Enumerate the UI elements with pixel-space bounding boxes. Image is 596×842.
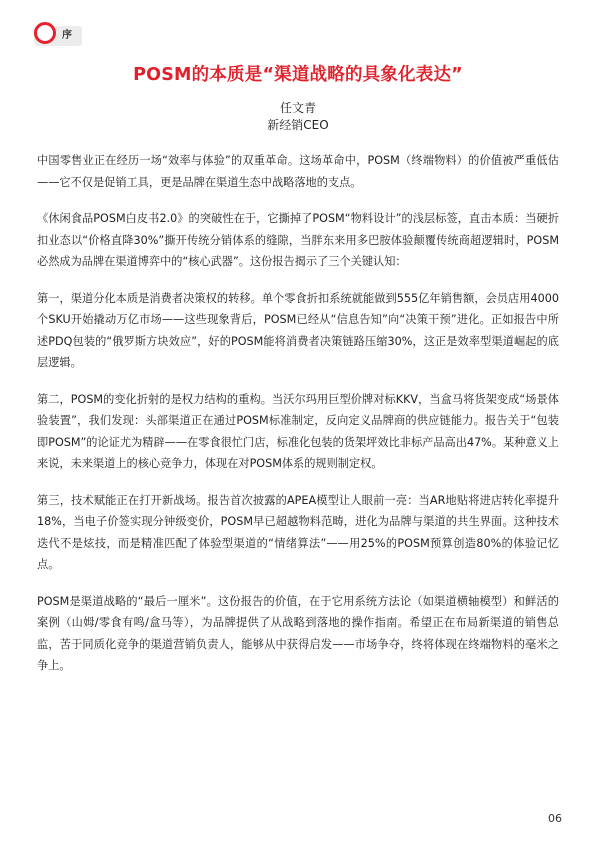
section-ring-icon <box>34 22 56 44</box>
paragraph-second-insight: 第二，POSM的变化折射的是权力结构的重构。当沃尔玛用巨型价牌对标KKV，当盒马将货架变成“场景体验装置”，我们发现：头部渠道正在通过POSM标准制定，反向定义品牌商的供应链能力。报告关于“包装即POSM”的论证尤为精辟——在零食很忙门店，标准化包装的货架坪效比非标产品高出47%。某种意义上来说，未来渠道上的核心竞争力，体现在对POSM体系的规则制定权。 <box>37 392 559 470</box>
author-name: 任文青 <box>279 101 316 115</box>
paragraph-intro: 中国零售业正在经历一场“效率与体验”的双重革命。这场革命中，POSM（终端物料）的价值被严重低估——它不仅是促销工具，更是品牌在渠道生态中战略落地的支点。 <box>37 154 559 189</box>
page-number: 06 <box>548 812 562 825</box>
page-title: POSM的本质是“渠道战略的具象化表达” <box>133 65 463 85</box>
paragraph-whitepaper: 《休闲食品POSM白皮书2.0》的突破性在于，它撕掉了POSM“物料设计”的浅层标签，直击本质：当硬折扣业态以“价格直降30%”撕开传统分销体系的缝隙，当胖东来用多巴胺体验颠覆传统商超逻辑时，POSM必然成为品牌在渠道博弈中的“核心武器”。这份报告揭示了三个关键认知： <box>37 212 559 268</box>
paragraph-conclusion: POSM是渠道战略的“最后一厘米”。这份报告的价值，在于它用系统方法论（如渠道横轴模型）和鲜活的案例（山姆/零食有鸣/盒马等），为品牌提供了从战略到落地的操作指南。希望正在布局新渠道的销售总监，苦于同质化竞争的渠道营销负责人，能够从中获得启发——市场争夺，终将体现在终端物料的毫米之争上。 <box>37 594 559 672</box>
paragraph-third-insight: 第三，技术赋能正在打开新战场。报告首次披露的APEA模型让人眼前一亮：当AR地贴将进店转化率提升18%，当电子价签实现分钟级变价，POSM早已超越物料范畴，进化为品牌与渠道的共生界面。这种技术迭代不是炫技，而是精准匹配了体验型渠道的“情绪算法”——用25%的POSM预算创造80%的体验记忆点。 <box>37 493 559 571</box>
paragraph-first-insight: 第一，渠道分化本质是消费者决策权的转移。单个零食折扣系统就能做到555亿年销售额，会员店用4000个SKU开始撬动万亿市场——这些现象背后，POSM已经从“信息告知”向“决策干预”进化。正如报告中所述PDQ包装的“俄罗斯方块效应”，好的POSM能将消费者决策链路压缩30%，这正是效率型渠道崛起的底层逻辑。 <box>37 291 559 369</box>
section-label: 序 <box>62 30 72 41</box>
article-body <box>37 150 559 692</box>
author-role: 新经销CEO <box>267 118 329 132</box>
